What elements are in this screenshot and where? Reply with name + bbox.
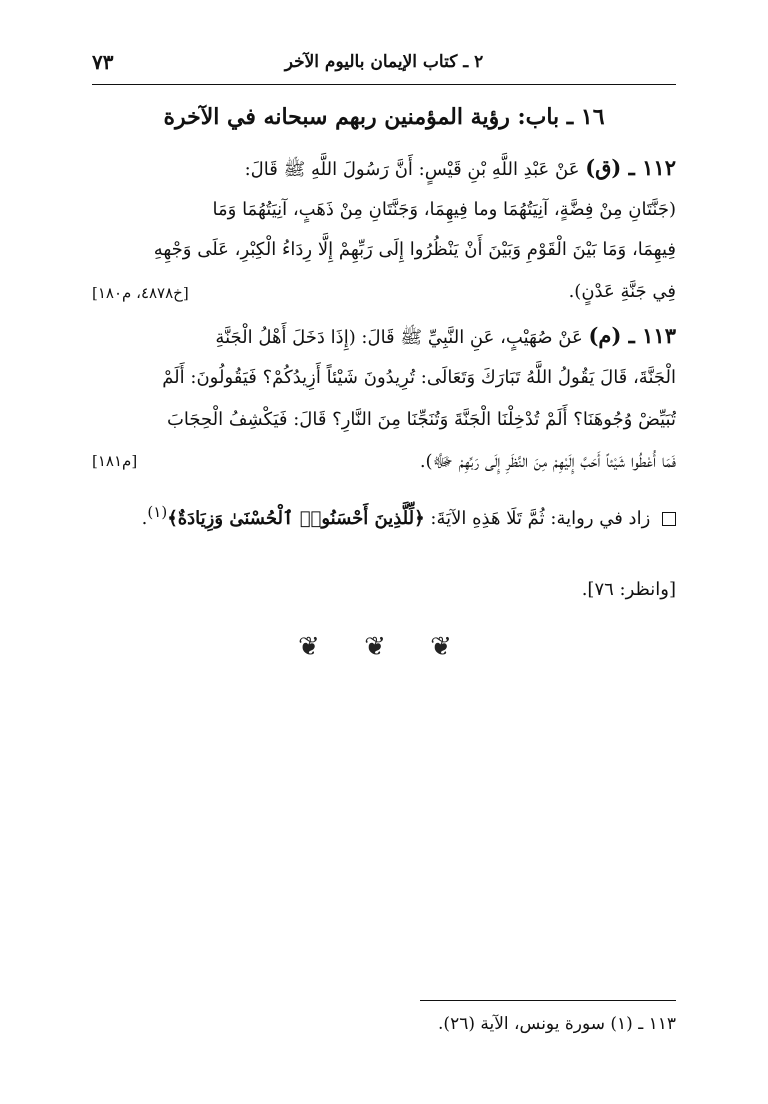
see-also: [وانظر: ٧٦]. bbox=[581, 579, 676, 600]
hadith-113-line-1 bbox=[92, 318, 676, 356]
footnote-divider bbox=[420, 1000, 676, 1001]
hadith-113-addition bbox=[92, 494, 676, 537]
fleuron-ornament-icon: ❦ ❦ ❦ bbox=[298, 632, 470, 662]
hadith-113-line-2: الْجَنَّةَ، قَالَ يَقُولُ اللَّهُ تَبَارَكَ وَتَعَالَى: تُرِيدُونَ شَيْئاً أَزِيدُكُمْ؟ فَيَقُولُونَ: أَلَمْ bbox=[162, 367, 676, 388]
quran-verse: ﴿لِّلَّذِينَ أَحْسَنُوا۟ ٱلْحُسْنَىٰ وَزِيَادَةٌ﴾ bbox=[167, 508, 425, 529]
hadith-112-number: ١١٢ ـ (ق) bbox=[585, 155, 676, 180]
hadith-112-reference: [خ٤٨٧٨، م١٨٠] bbox=[92, 284, 189, 302]
running-header bbox=[92, 44, 676, 85]
hadith-112-line-3: فِيهِمَا، وَمَا بَيْنَ الْقَوْمِ وَبَيْنَ أَنْ يَنْظُرُوا إِلَى رَبِّهِمْ إِلَّا رِدَاءُ الْكِبْرِ، عَلَى وَجْهِهِ bbox=[153, 239, 676, 260]
hadith-113-line-4: فَمَا أُعْطُوا شَيْئاً أَحَبَّ إِلَيْهِمْ مِنَ النَّظَرِ إِلَى رَبِّهِمْ ﷻ). bbox=[419, 451, 676, 472]
hadith-113-line-3: تُبَيِّضْ وُجُوهَنَا؟ أَلَمْ تُدْخِلْنَا الْجَنَّةَ وَتُنَجِّنَا مِنَ النَّارِ؟ قَالَ: فَيَكْشِفُ الْحِجَابَ bbox=[166, 409, 676, 430]
footnote-marker: (١) bbox=[147, 503, 168, 521]
hadith-112-line-1 bbox=[92, 150, 676, 188]
square-marker-icon bbox=[662, 512, 676, 526]
hadith-113-number: ١١٣ ـ (م) bbox=[588, 323, 676, 348]
chapter-heading: ١٦ ـ باب: رؤية المؤمنين ربهم سبحانه في الآخرة bbox=[163, 104, 605, 130]
hadith-112-line-2: (جَنَّتَانِ مِنْ فِضَّةٍ، آنِيَتُهُمَا وما فِيهِمَا، وَجَنَّتَانِ مِنْ ذَهَبٍ، آنِيَتُهُمَا وَمَا bbox=[212, 199, 676, 220]
hadith-113-reference: [م١٨١] bbox=[92, 452, 138, 470]
page-number: ٧٣ bbox=[92, 50, 114, 74]
addition-intro: زاد في رواية: ثُمَّ تَلَا هَذِهِ الآيَةَ: bbox=[430, 508, 651, 529]
hadith-112-text-1: عَنْ عَبْدِ اللَّهِ بْنِ قَيْسٍ: أَنَّ رَسُولَ اللَّهِ ﷺ قَالَ: bbox=[244, 159, 580, 180]
hadith-112-line-4: فِي جَنَّةِ عَدْنٍ). bbox=[568, 281, 676, 302]
addition-end: . bbox=[141, 508, 148, 529]
footnote: ١١٣ ـ (١) سورة يونس، الآية (٢٦). bbox=[438, 1014, 676, 1034]
hadith-113-text-1: عَنْ صُهَيْبٍ، عَنِ النَّبِيِّ ﷺ قَالَ: (إِذَا دَخَلَ أَهْلُ الْجَنَّةِ bbox=[215, 327, 583, 348]
book-section-title: ٢ ـ كتاب الإيمان باليوم الآخر bbox=[284, 52, 484, 72]
